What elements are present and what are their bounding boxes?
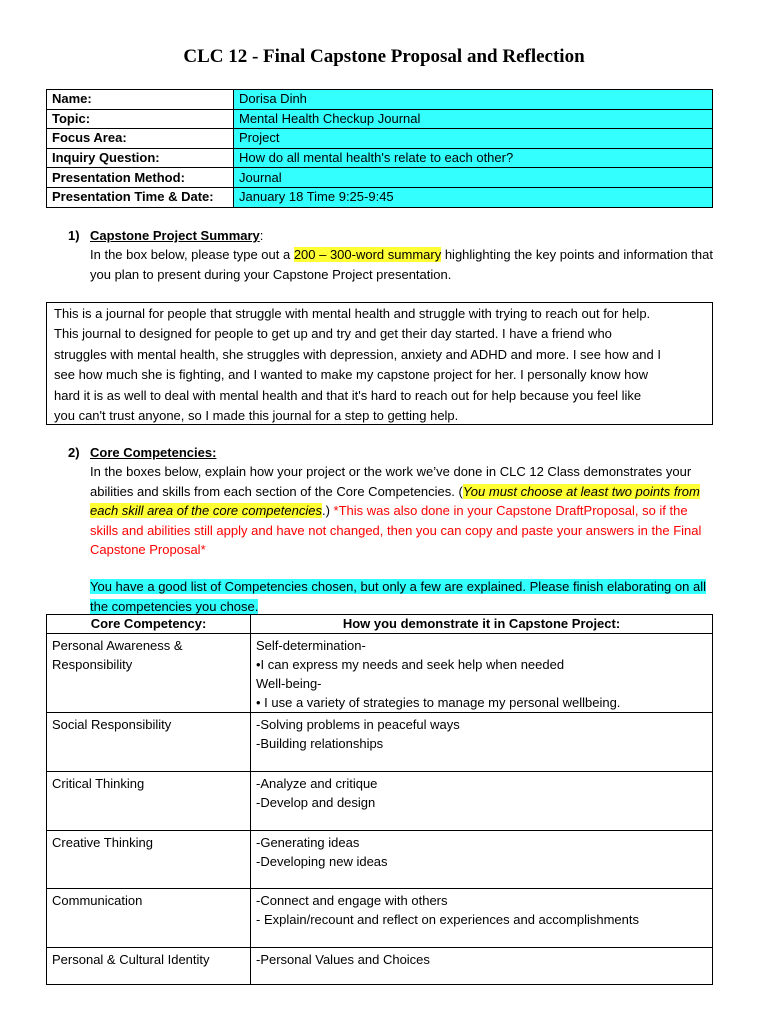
summary-line: see how much she is fighting, and I wanted to make my capstone project for her. I personally know how [54,367,648,383]
detail-line: -Personal Values and Choices [256,952,430,967]
detail-line: -Developing new ideas [256,854,388,869]
info-label: Topic: [47,109,234,129]
detail-line: -Analyze and critique [256,776,378,791]
info-value: How do all mental health's relate to each other? [234,148,713,168]
feedback-text: You have a good list of Competencies chosen, but only a few are explained. Please finish elaborating on all the competencies you chose. [90,579,706,614]
info-value: January 18 Time 9:25-9:45 [234,187,713,207]
section-number: 1) [68,228,80,243]
competency-table [46,614,713,985]
detail-line: Self-determination- [256,638,366,653]
section2-instructions [90,462,715,560]
info-row-name [47,90,713,110]
summary-line: struggles with mental health, she struggles with depression, anxiety and ADHD and more. I see how and I [54,346,661,362]
summary-line: This is a journal for people that struggle with mental health and struggle with trying to reach out for help. [54,306,651,321]
info-row-presentation-time [47,187,713,207]
section1-heading [68,226,263,246]
page-title: CLC 12 - Final Capstone Proposal and Reflection [183,46,585,67]
column-header: How you demonstrate it in Capstone Project: [251,615,713,634]
section-title: Capstone Project Summary [90,228,260,243]
table-row [47,713,713,772]
column-header: Core Competency: [47,615,251,634]
table-row [47,948,713,985]
competency-name: Critical Thinking [47,772,251,831]
detail-line: -Building relationships [256,736,384,751]
competency-detail [251,634,713,713]
table-row [47,634,713,713]
table-row [47,889,713,948]
competency-detail [251,889,713,948]
info-value: Dorisa Dinh [234,90,713,110]
instruction-text: In the box below, please type out a [90,247,294,262]
info-row-focus-area [47,129,713,149]
info-label: Inquiry Question: [47,148,234,168]
detail-line: -Develop and design [256,795,376,810]
detail-line: -Generating ideas [256,835,360,850]
instruction-text: .) [321,503,334,518]
instruction-text: In the boxes below, explain how your project or the work we’ve done in CLC 12 Class demonstrates your abilities and skills from each section of the Core Competencies. ( [90,464,692,499]
info-label: Name: [47,90,234,110]
highlighted-requirement: You must choose at least two points from each skill area of the core competencies [90,483,700,518]
section-number: 2) [68,445,80,460]
section1-instructions [90,245,715,284]
info-label: Presentation Time & Date: [47,187,234,207]
section-title: Core Competencies: [90,445,217,460]
summary-box [46,302,713,425]
summary-line: This journal to designed for people to get up and try and get their day started. I have a friend who [54,326,612,342]
detail-line: -Solving problems in peaceful ways [256,717,460,732]
competency-detail [251,831,713,889]
info-value: Mental Health Checkup Journal [234,109,713,129]
info-row-topic [47,109,713,129]
competency-name: Personal & Cultural Identity [47,948,251,985]
competency-name: Communication [47,889,251,948]
info-value: Journal [234,168,713,188]
competency-header-row [47,615,713,634]
info-value: Project [234,129,713,149]
detail-line: -Connect and engage with others [256,893,448,908]
competency-detail [251,772,713,831]
info-row-presentation-method [47,168,713,188]
competency-name: Creative Thinking [47,831,251,889]
table-row [47,772,713,831]
competency-detail [251,948,713,985]
summary-line: hard it is as well to deal with mental health and that it's hard to reach out for help because you feel like [54,387,642,403]
teacher-feedback [90,577,715,616]
summary-line: you can't trust anyone, so I made this journal for a step to getting help. [54,408,459,424]
info-table [46,89,713,208]
highlighted-word-count: 200 – 300-word summary [293,247,442,262]
detail-line: • I use a variety of strategies to manage my personal wellbeing. [256,695,621,710]
competency-detail [251,713,713,772]
detail-line: •I can express my needs and seek help when needed [256,657,565,672]
red-note: *This was also done in your Capstone DraftProposal, so if the skills and abilities still apply and have not changed, then you can copy and paste your answers in the Final Capstone Proposal* [90,503,702,557]
table-row [47,831,713,889]
info-row-inquiry-question [47,148,713,168]
info-label: Focus Area: [47,129,234,149]
detail-line: Well-being- [256,676,322,691]
competency-name: Social Responsibility [47,713,251,772]
section-colon: : [259,228,264,243]
instruction-text: highlighting the key points and information that you plan to present during your Capstone Project presentation. [90,247,713,282]
info-label: Presentation Method: [47,168,234,188]
competency-name: Personal Awareness & Responsibility [47,634,251,713]
section2-heading [68,443,216,463]
detail-line: - Explain/recount and reflect on experiences and accomplishments [256,912,639,927]
